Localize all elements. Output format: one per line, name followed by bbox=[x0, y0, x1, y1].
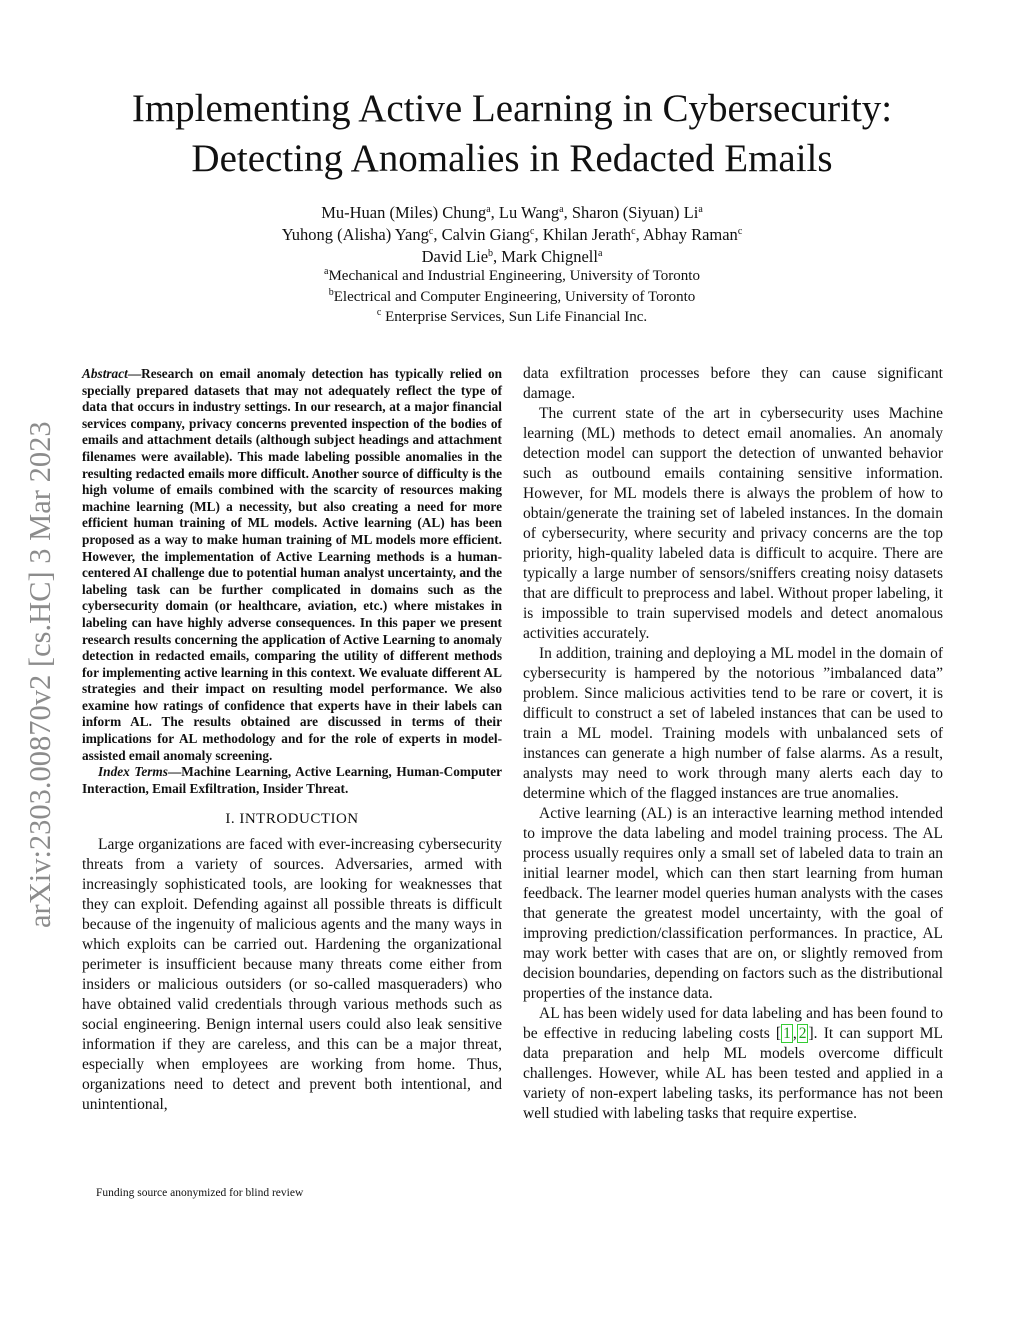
paragraph-text: AL has been widely used for data labeling and has been found to be effective in reducing labeling costs [ bbox=[523, 1005, 943, 1042]
author-name: , Abhay Raman bbox=[635, 225, 738, 244]
affiliation-mark: b bbox=[328, 286, 334, 298]
arxiv-identifier: arXiv:2303.00870v2 [cs.HC] 3 Mar 2023 bbox=[23, 421, 57, 928]
body-paragraph: The current state of the art in cybersecurity uses Machine learning (ML) methods to detect email anomalies. An anomaly detection model can support the detection of unwanted behavior such as outbound emails containing sensitive information. However, for ML models there is always the problem of how to obtain/generate the training set of labeled instances. In the domain of cybersecurity, where security and privacy concerns are the top priority, high-quality labeled data is difficult to acquire. There are typically a large number of sensors/sniffers creating noisy datasets that are difficult to preprocess and label. Without proper labeling, it is impossible to train supervised models and detect anomalous activities accurately. bbox=[523, 405, 943, 642]
author-line-2 bbox=[0, 224, 1024, 246]
body-paragraph: In addition, training and deploying a ML model in the domain of cybersecurity is hampered by the notorious ”imbalanced data” problem. Since malicious activities tend to be rare or covert, it is difficult to construct a set of labeled instances that can be used to train a ML model. Training models with unbalanced sets of instances can generate a high number of false alarms. As a result, analysts may need to work through many alerts each day to determine which of the flagged instances are true anomalies. bbox=[523, 645, 943, 802]
paragraph-text: ]. It can support ML data preparation and help ML models overcome difficult challenges. However, while AL has been tested and applied in a variety of non-expert labeling tasks, its performance has not been well studied with labeling tasks that require expertise. bbox=[523, 1025, 944, 1122]
intro-paragraph: Large organizations are faced with ever-increasing cybersecurity threats from a variety of sources. Adversaries, armed with increasingly sophisticated tools, are looking for weaknesses that they can exploit. Defending against all possible threats is difficult because of the ingenuity of malicious agents and the many ways in which exploits can be carried out. Hardening the organizational perimeter is insufficient because many threats come either from insiders or malicious outsiders (or so-called masqueraders) who have obtained valid credentials through various methods such as social engineering. Benign internal users could also leak sensitive information if they are careless, and this can be a major threat, especially when employees are working from home. Thus, organizations need to detect and prevent both intentional, and unintentional, bbox=[82, 836, 502, 1114]
affiliation-list bbox=[0, 266, 1024, 328]
author-affil-mark: a bbox=[486, 204, 491, 215]
index-terms bbox=[82, 764, 502, 797]
author-affil-mark: c bbox=[631, 226, 636, 237]
abstract-text: —Research on email anomaly detection has typically relied on specially prepared datasets that may not adequately reflect the type of data that occurs in industry settings. In our research, at a major financial services company, privacy concerns prevented inspection of the bodies of emails and attachment details (although subject headings and attachment filenames were available). This made labeling possible anomalies in the resulting redacted emails more difficult. Another source of difficulty is the high volume of emails combined with the scarcity of resources making machine learning (ML) a necessity, but also creating a need for more efficient human training of ML models. Active learning (AL) has been proposed as a way to make human training of ML models more efficient. However, the implementation of Active Learning methods is a human-centered AI challenge due to potential human analyst uncertainty, and the labeling task can be further complicated in domains such as the cybersecurity domain (or healthcare, aviation, etc.) where mistakes in labeling can have highly adverse consequences. In this paper we present research results concerning the application of Active Learning to anomaly detection in redacted emails, comparing the utility of different methods for implementing active learning in this context. We evaluate different AL strategies and their impact on resulting model performance. We also examine how ratings of confidence that experts have in their labels can inform AL. The results obtained are discussed in terms of their implications for AL methodology and for the role of experts in model-assisted email anomaly screening. bbox=[82, 366, 502, 763]
author-name: , Khilan Jerath bbox=[534, 225, 632, 244]
index-terms-label: Index Terms bbox=[98, 764, 168, 780]
affiliation-text: Enterprise Services, Sun Life Financial Inc. bbox=[381, 309, 648, 325]
section-heading: I. INTRODUCTION bbox=[225, 811, 359, 828]
affiliation bbox=[0, 266, 1024, 287]
author-name: , Calvin Giang bbox=[433, 225, 531, 244]
citation-link[interactable]: 1 bbox=[783, 1025, 791, 1042]
author-line-3 bbox=[0, 246, 1024, 268]
citation-separator: , bbox=[792, 1025, 797, 1042]
author-name: , Sharon (Siyuan) Li bbox=[563, 203, 699, 222]
affiliation-mark: a bbox=[324, 266, 329, 277]
author-name: , Mark Chignell bbox=[493, 247, 598, 266]
affiliation-text: Electrical and Computer Engineering, University of Toronto bbox=[333, 288, 696, 305]
citation-link[interactable]: 2 bbox=[798, 1025, 807, 1042]
author-name: Yuhong (Alisha) Yang bbox=[281, 225, 429, 244]
author-name: David Lie bbox=[421, 247, 489, 266]
index-terms-text: —Machine Learning, Active Learning, Human-Computer Interaction, Email Exfiltration, Insider Threat. bbox=[82, 764, 503, 796]
left-column bbox=[82, 366, 502, 1115]
author-affil-mark: a bbox=[597, 248, 603, 259]
affiliation-mark: c bbox=[376, 307, 382, 318]
title-line-1: Implementing Active Learning in Cybersecurity: bbox=[131, 87, 893, 130]
author-affil-mark: c bbox=[530, 226, 535, 237]
affiliation bbox=[0, 307, 1024, 328]
right-column bbox=[523, 364, 943, 1124]
footnote: Funding source anonymized for blind review bbox=[96, 1187, 304, 1199]
author-affil-mark: b bbox=[488, 248, 494, 259]
author-name: , Lu Wang bbox=[490, 203, 560, 222]
paper-title bbox=[0, 84, 1024, 184]
affiliation bbox=[0, 287, 1024, 308]
author-affil-mark: a bbox=[698, 204, 703, 215]
abstract bbox=[82, 366, 502, 764]
author-name: Mu-Huan (Miles) Chung bbox=[321, 203, 487, 222]
author-affil-mark: a bbox=[559, 204, 564, 215]
author-list bbox=[0, 202, 1024, 268]
author-line-1 bbox=[0, 202, 1024, 224]
title-line-2: Detecting Anomalies in Redacted Emails bbox=[191, 137, 833, 180]
body-paragraph: data exfiltration processes before they can cause significant damage. bbox=[523, 365, 943, 402]
abstract-label: Abstract bbox=[82, 366, 128, 381]
body-paragraph: Active learning (AL) is an interactive learning method intended to improve the data labeling and model training process. The AL process usually requires only a small set of labeled data to train an initial learner model, which can then start learning from human feedback. The learner model queries human analysts with the cases that generate the greatest model uncertainty, with the goal of improving prediction/classification performances. In practice, AL may work better with cases that are on, or slightly removed from decision boundaries, depending on factors such as the distributional properties of the instance data. bbox=[523, 805, 943, 1002]
author-affil-mark: c bbox=[737, 226, 743, 237]
affiliation-text: Mechanical and Industrial Engineering, University of Toronto bbox=[328, 268, 700, 284]
body-paragraph-last bbox=[523, 1004, 943, 1124]
author-affil-mark: c bbox=[428, 226, 434, 237]
